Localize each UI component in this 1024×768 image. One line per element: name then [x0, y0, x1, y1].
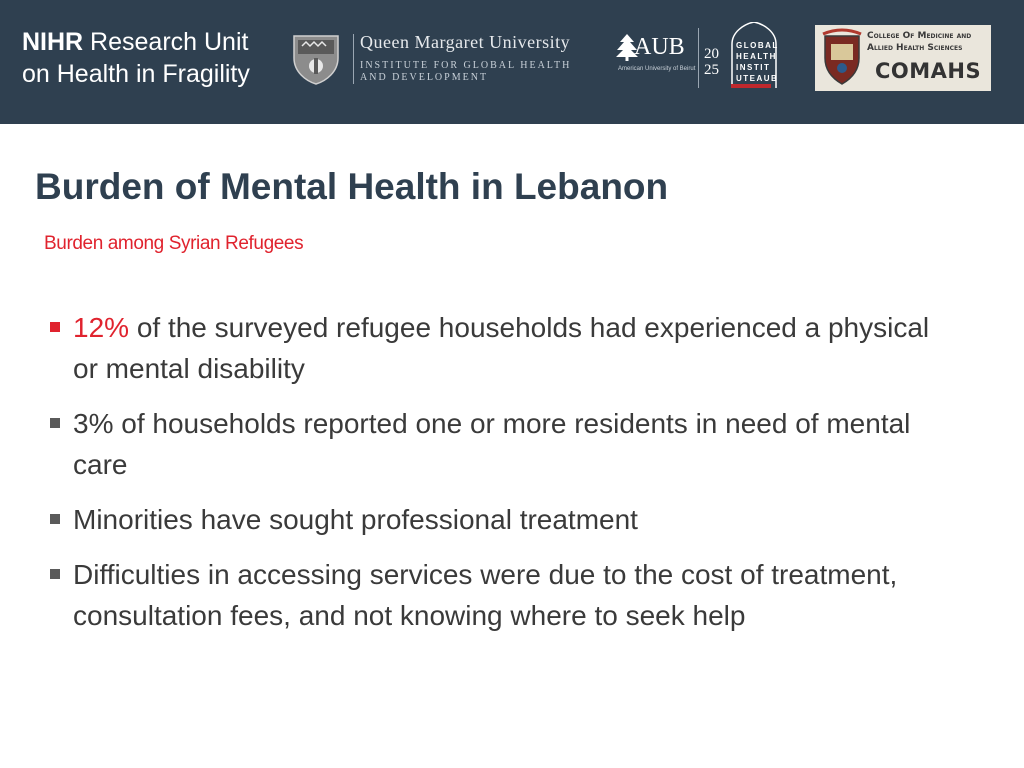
ghi-red-bar — [731, 84, 771, 88]
ghi-line: INSTIT — [736, 63, 771, 72]
header-banner — [0, 0, 1024, 124]
square-bullet-icon — [50, 569, 60, 579]
qmu-divider — [353, 34, 354, 84]
nihr-bold: NIHR — [22, 28, 84, 56]
qmu-sub-line2: AND DEVELOPMENT — [360, 72, 489, 83]
nihr-line2: on Health in Fragility — [22, 60, 250, 88]
comahs-crest-icon — [819, 28, 865, 88]
comahs-logo — [815, 25, 991, 91]
square-bullet-icon — [50, 514, 60, 524]
bullet-text: 3% of households reported one or more residents in need of mental care — [73, 408, 911, 480]
bullet-highlight: 12% — [73, 312, 130, 343]
aub-logo — [612, 22, 787, 94]
bullet-text: Minorities have sought professional treatment — [73, 504, 638, 535]
ghi-line: HEALTH — [736, 52, 777, 61]
aub-divider — [698, 28, 699, 88]
aub-text: AUB — [634, 34, 685, 60]
bullet-text: Difficulties in accessing services were due to the cost of treatment, consultation fees, and not knowing where to seek help — [73, 559, 898, 631]
nihr-line1: Research Unit — [83, 28, 249, 56]
ghi-text — [736, 40, 779, 84]
aub-year-bottom: 25 — [704, 62, 719, 78]
comahs-name: COMAHS — [875, 59, 982, 83]
bullet-item — [48, 554, 948, 636]
bullet-text: of the surveyed refugee households had experienced a physical or mental disability — [73, 312, 930, 384]
comahs-line1: College Of Medicine and — [867, 31, 972, 41]
qmu-sub-line1: INSTITUTE FOR GLOBAL HEALTH — [360, 60, 572, 71]
aub-small-text: American University of Beirut — [618, 66, 696, 72]
qmu-subtitle — [360, 60, 571, 84]
page-title: Burden of Mental Health in Lebanon — [35, 166, 669, 207]
square-bullet-icon — [50, 418, 60, 428]
aub-year-top: 20 — [704, 46, 719, 62]
bullet-list — [48, 307, 948, 650]
page-subtitle: Burden among Syrian Refugees — [44, 233, 304, 254]
nihr-logo-text — [22, 26, 250, 90]
square-bullet-icon — [50, 322, 60, 332]
bullet-item — [48, 307, 948, 389]
ghi-line: UTEAUB — [736, 74, 779, 83]
ghi-line: GLOBAL — [736, 41, 779, 50]
qmu-crest-icon — [290, 32, 342, 86]
qmu-name: Queen Margaret University — [360, 32, 571, 52]
aub-year — [704, 46, 719, 78]
bullet-item — [48, 403, 948, 485]
bullet-item — [48, 499, 948, 540]
qmu-logo — [290, 30, 590, 90]
comahs-line2: Allied Health Sciences — [867, 43, 963, 53]
